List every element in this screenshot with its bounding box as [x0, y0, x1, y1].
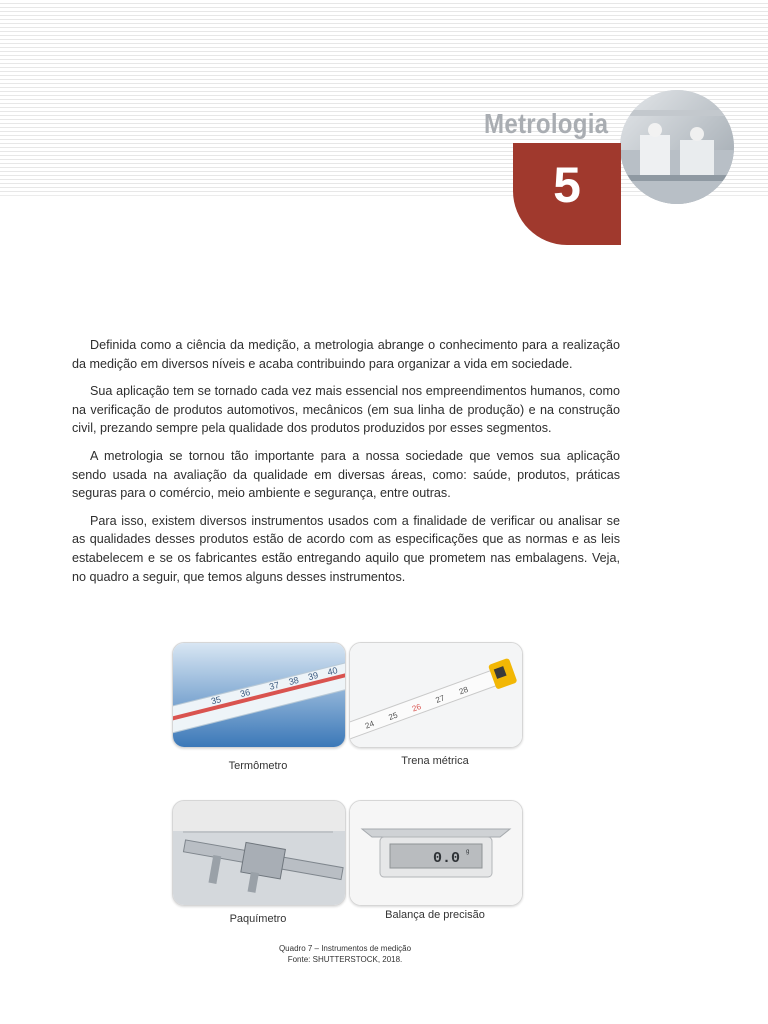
precision-scale-photo: [349, 800, 523, 906]
laboratory-photo: [620, 90, 734, 204]
paragraph: A metrologia se tornou tão importante para a nossa sociedade que vemos sua aplicação sendo usada na avaliação da qualidade em diversas áreas, como: saúde, produtos, práticas seguras para o comércio, meio ambiente e segurança, entre outras.: [72, 448, 620, 501]
measuring-tape-photo: [349, 642, 523, 748]
svg-text:38: 38: [287, 674, 300, 688]
figure-caption: Termômetro: [228, 760, 288, 772]
svg-text:40: 40: [326, 665, 339, 678]
figure-caption: Paquímetro: [229, 913, 287, 925]
svg-text:24: 24: [363, 719, 376, 731]
svg-text:26: 26: [410, 701, 423, 714]
svg-text:25: 25: [387, 710, 399, 723]
svg-text:0.0: 0.0: [432, 850, 460, 867]
figure-caption: Balança de precisão: [385, 909, 485, 921]
svg-text:39: 39: [307, 670, 320, 683]
paragraph: Sua aplicação tem se tornado cada vez mais essencial nos empreendimentos humanos, como na verificação de produtos automotivos, mecânicos (em sua linha de produção) e na construção civil, prezando sempre pela qualidade dos produtos produzidos por esses segmentos.: [72, 384, 620, 436]
paragraph: Para isso, existem diversos instrumentos usados com a finalidade de verificar ou analisar se as qualidades desses produtos estão de acordo com as especificações que as normas e as leis estabelecem e se os fabricantes estão entregando aquilo que prometem nas embalagens. Veja, no quadro a seguir, que temos alguns desses instrumentos.: [72, 513, 620, 584]
chapter-title: Metrologia: [484, 108, 609, 139]
svg-text:36: 36: [239, 686, 252, 700]
svg-text:27: 27: [434, 693, 446, 705]
svg-text:28: 28: [457, 684, 470, 697]
body-text: [72, 336, 620, 595]
thermometer-photo: [172, 642, 346, 748]
chapter-number: 5: [553, 157, 581, 213]
figure-source-line: Fonte: SHUTTERSTOCK, 2018.: [287, 955, 403, 964]
figure-source: [200, 943, 490, 965]
svg-text:37: 37: [268, 679, 281, 692]
figure-caption-line: Quadro 7 – Instrumentos de medição: [278, 944, 412, 953]
chapter-photo-circle: [620, 90, 734, 204]
figure-caption: Trena métrica: [401, 755, 469, 767]
paragraph: Definida como a ciência da medição, a metrologia abrange o conhecimento para a realização da medição em diversos níveis e acaba contribuindo para organizar a vida em sociedade.: [72, 338, 620, 371]
svg-text:35: 35: [210, 694, 223, 707]
svg-text:g: g: [466, 849, 470, 855]
caliper-photo: [172, 800, 346, 906]
